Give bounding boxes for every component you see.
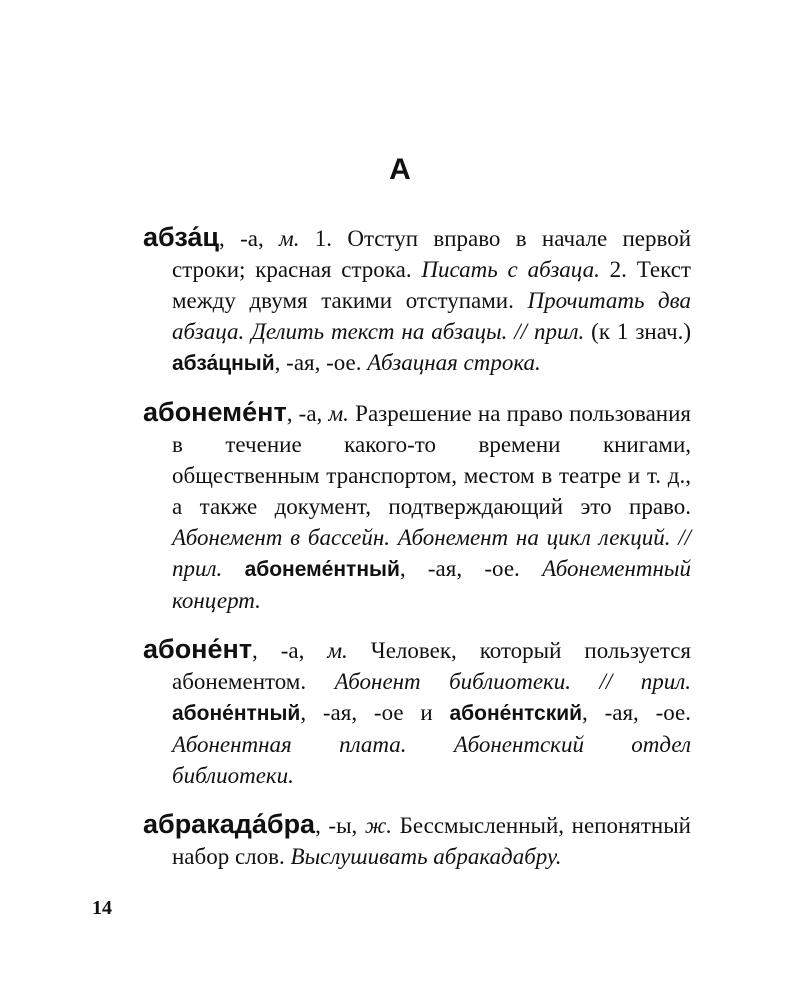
- italic-text: м.: [279, 226, 300, 251]
- dictionary-entry: [143, 397, 691, 616]
- definition-text: , -ая, -ое.: [582, 700, 691, 725]
- definition-text: , -а,: [219, 226, 280, 251]
- definition-text: 2. Текст между двумя такими отступами.: [172, 257, 691, 313]
- italic-text: прил.: [172, 556, 223, 581]
- italic-text: ж.: [364, 813, 393, 838]
- definition-text: Бессмысленный, непонятный набор слов.: [172, 813, 691, 869]
- dictionary-entry: [143, 222, 691, 379]
- definition-text: [527, 319, 534, 344]
- derived-word: абонеме́нтный: [244, 558, 400, 581]
- derived-word: абоне́нтный: [172, 702, 301, 725]
- derived-word: абза́цный: [172, 352, 275, 375]
- derived-word: абоне́нтский: [449, 702, 583, 725]
- definition-text: [222, 556, 244, 581]
- italic-text: м.: [327, 638, 348, 663]
- italic-text: Писать с абзаца.: [421, 257, 600, 282]
- italic-text: м.: [328, 401, 349, 426]
- definition-text: Человек, который пользуется абонементом.: [172, 638, 691, 694]
- entry-headword: абонеме́нт: [143, 397, 287, 427]
- italic-text: Абонент библиотеки. //: [334, 669, 613, 694]
- definition-text: 1. Отступ вправо в начале первой строки; красная строка.: [172, 226, 692, 282]
- italic-text: прил.: [640, 669, 691, 694]
- definition-text: , -а,: [286, 401, 329, 426]
- italic-text: Прочитать два абзаца. Делить текст на абзацы. //: [172, 288, 691, 344]
- italic-text: Абзацная строка.: [367, 350, 541, 375]
- dictionary-entry: [143, 634, 691, 791]
- definition-text: Разрешение на право пользования в течение какого-то времени книгами, общественным транспортом, местом в театре и т. д., а также документ, подтверждающий это право.: [172, 401, 691, 519]
- italic-text: прил.: [533, 319, 585, 344]
- definition-text: (к 1 знач.): [584, 319, 691, 344]
- dictionary-entries: [143, 222, 691, 890]
- definition-text: , -ая, -ое.: [399, 556, 543, 581]
- definition-text: , -а,: [252, 638, 328, 663]
- italic-text: Абонентная плата. Абонентский отдел библиотеки.: [172, 732, 691, 788]
- definition-text: , -ы,: [315, 813, 365, 838]
- definition-text: , -ая, -ое.: [274, 350, 368, 375]
- italic-text: Выслушивать абракадабру.: [290, 844, 562, 869]
- entry-headword: абракада́бра: [143, 809, 316, 839]
- page-number: 14: [92, 897, 112, 919]
- definition-text: [612, 669, 640, 694]
- italic-text: Абонементный концерт.: [172, 556, 691, 613]
- section-letter-heading: А: [389, 153, 411, 186]
- italic-text: Абонемент в бассейн. Абонемент на цикл лекций. //: [172, 525, 691, 550]
- definition-text: , -ая, -ое и: [300, 700, 450, 725]
- entry-headword: абоне́нт: [143, 634, 253, 664]
- entry-headword: абза́ц: [143, 222, 220, 252]
- dictionary-entry: [143, 809, 691, 872]
